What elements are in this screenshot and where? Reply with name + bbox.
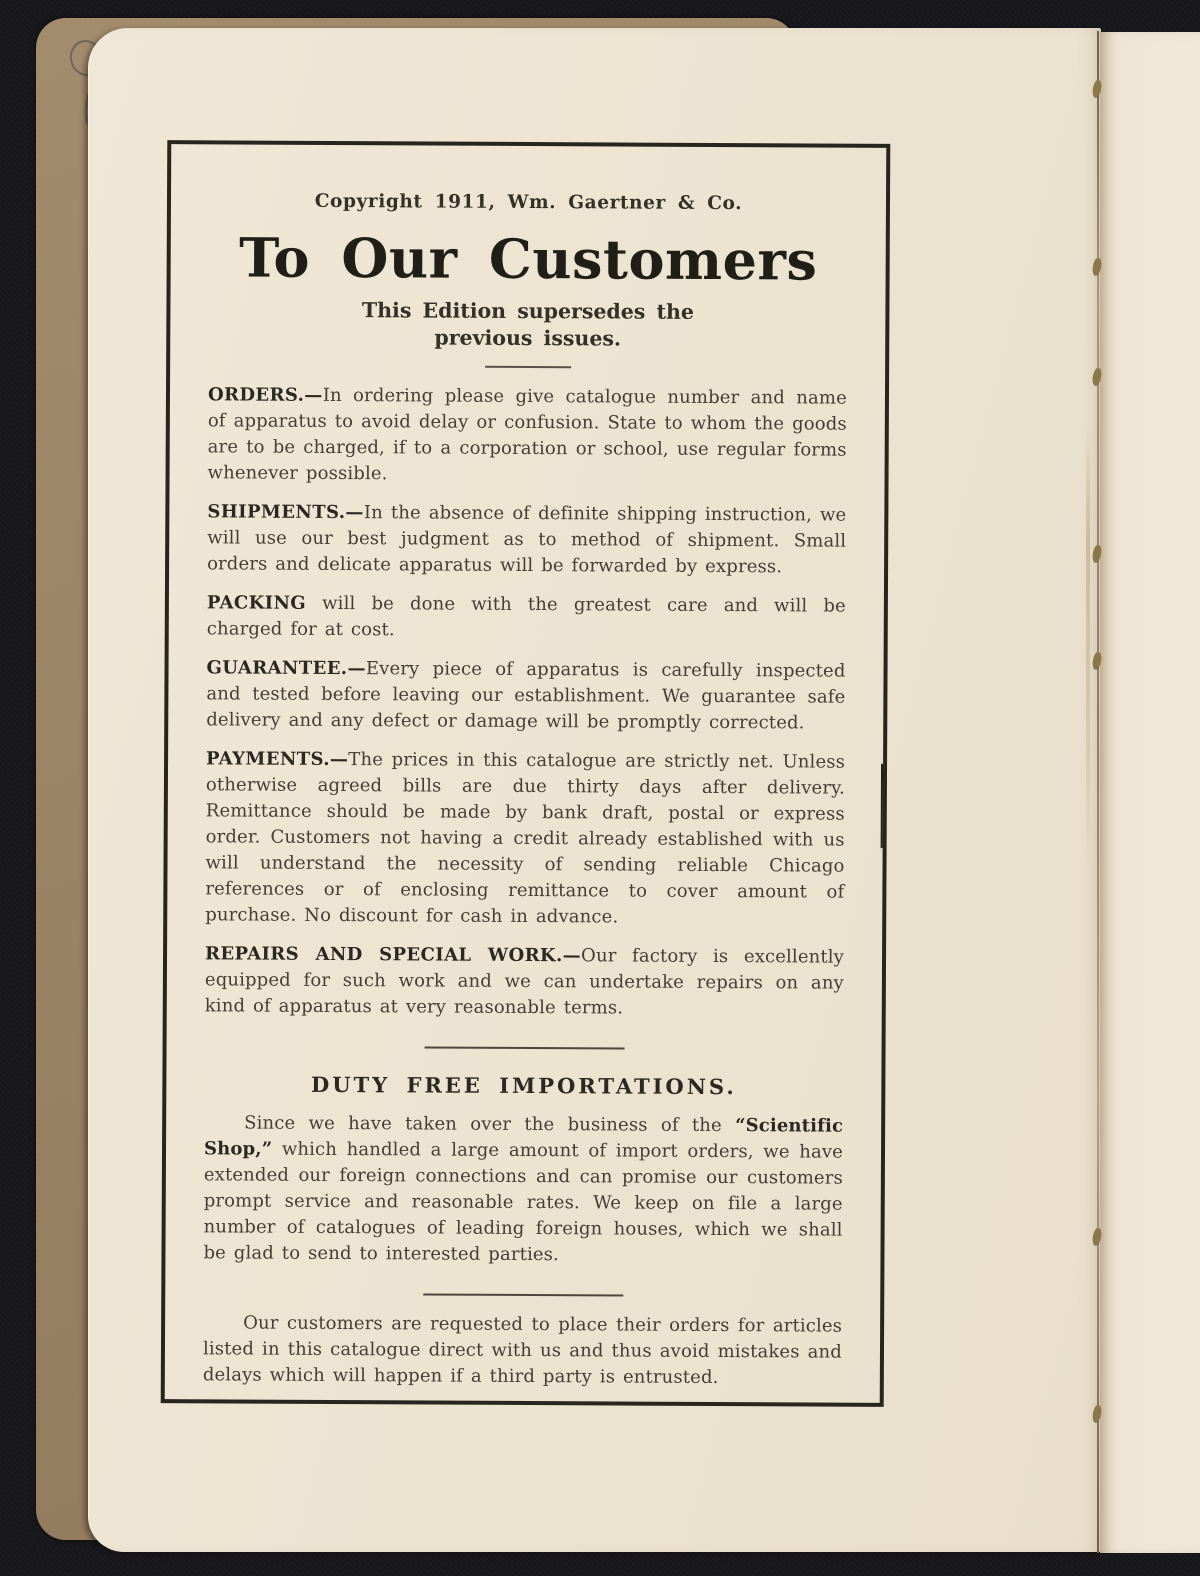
duty-free-heading: DUTY FREE IMPORTATIONS.: [310, 1071, 737, 1100]
copyright-line: Copyright 1911, Wm. Gaertner & Co.: [314, 190, 743, 215]
section-packing: [207, 590, 846, 645]
ink-tick: [163, 710, 167, 730]
section-shipments: [207, 499, 846, 580]
deckle-edge: [1086, 430, 1090, 870]
section-body: In the absence of definite shipping instruction, we will use our best judgment as to method of shipment. Small orders and delicate apparatus will be forwarded by express.: [207, 502, 847, 578]
print-border-box: [161, 140, 891, 1407]
divider-rule-small: [485, 366, 571, 368]
section-heading: REPAIRS AND SPECIAL WORK.—: [204, 943, 582, 967]
divider-rule-2: [423, 1293, 623, 1296]
section-repairs: [205, 941, 844, 1022]
section-heading: SHIPMENTS.—: [207, 501, 364, 524]
scientific-shop-emphasis: “Scientific Shop,”: [203, 1115, 844, 1160]
section-body: Every piece of apparatus is carefully inspected and tested before leaving our establishment. We guarantee safe delivery and any defect or damage will be promptly corrected.: [206, 658, 846, 734]
section-body: Our factory is excellently equipped for such work and we can undertake repairs on any kind of apparatus at very reasonable terms.: [204, 945, 845, 1019]
section-orders: [207, 382, 847, 489]
section-heading: PAYMENTS.—: [206, 748, 349, 771]
closing-paragraph: Our customers are requested to place their orders for articles listed in this catalogue direct with us and thus avoid mistakes and delays which will happen if a third party is entrusted.: [202, 1312, 843, 1389]
section-body: The prices in this catalogue are strictly net. Unless otherwise agreed bills are due thirty days after delivery. Remittance should be made by bank draft, postal or express order. Customers not having a credit already established with us will understand the necessity of sending reliable Chicago references or of enclosing remittance to cover amount of purchase. No discount for cash in advance.: [205, 749, 846, 928]
duty-lead: Since we have taken over the business of the: [244, 1112, 736, 1137]
section-heading: ORDERS.—: [207, 384, 323, 406]
divider-rule-1: [424, 1046, 624, 1049]
section-body: In ordering please give catalogue number and name of apparatus to avoid delay or confusion. State to whom the goods are to be charged, if to a corporation or school, use regular forms whenever possible.: [207, 384, 848, 485]
section-body: will be done with the greatest care and will be charged for at cost.: [206, 592, 846, 641]
section-heading: PACKING: [206, 592, 307, 614]
subtitle-line-1: This Edition supersedes the: [361, 298, 694, 324]
facing-page-edge: [1100, 32, 1200, 1553]
subtitle-line-2: previous issues.: [434, 325, 622, 351]
section-heading: GUARANTEE.—: [206, 657, 366, 680]
page-title: To Our Customers: [238, 225, 818, 293]
duty-rest: which handled a large amount of import orders, we have extended our foreign connections and can promise our customers prompt service and reasonable rates. We keep on file a large number of catalogues of leading foreign houses, which we shall be glad to send to interested parties.: [203, 1138, 844, 1266]
duty-free-paragraph: [203, 1110, 843, 1269]
section-payments: [205, 746, 845, 931]
section-guarantee: [206, 655, 845, 736]
